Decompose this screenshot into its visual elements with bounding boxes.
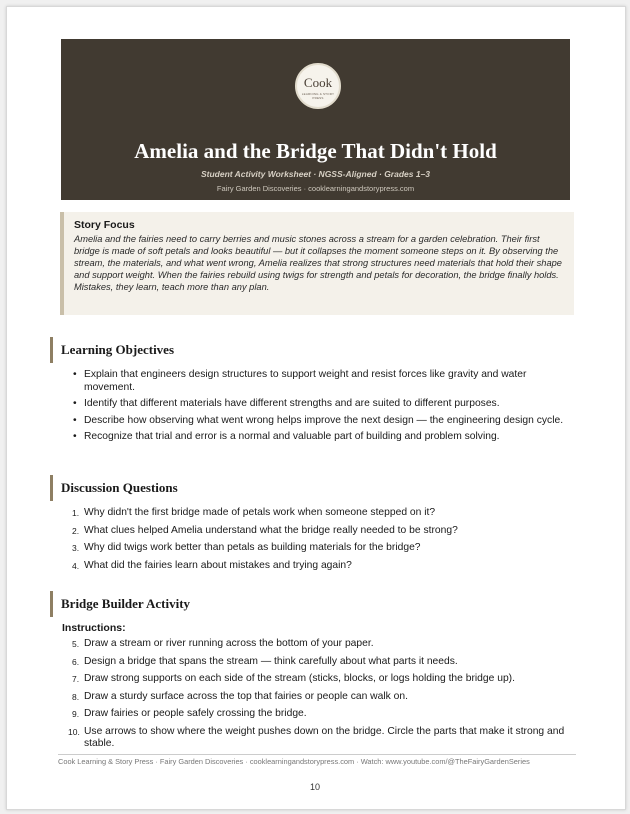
item-text: Draw fairies or people safely crossing the bridge. xyxy=(84,708,307,719)
page-number: 10 xyxy=(309,782,320,792)
list-item xyxy=(72,542,570,555)
item-number: 3. xyxy=(72,543,80,553)
list-item xyxy=(72,507,570,520)
bridge-builder-activity-section xyxy=(50,591,570,756)
item-number: 10. xyxy=(68,726,80,737)
list-item: • Explain that engineers design structures to support weight and resist forces like gravity and water movement. xyxy=(84,369,570,394)
section-heading: Learning Objectives xyxy=(50,337,570,363)
list-item xyxy=(72,655,570,669)
questions-list xyxy=(50,507,570,572)
list-item xyxy=(72,708,570,721)
story-focus-text: Amelia and the fairies need to carry berries and music stones across a stream for a garden celebration. Their first bridge is made of soft petals and looks beautiful — but it collapses the moment someone steps on it. By observing the stream, the materials, and what went wrong, Amelia realizes that strong structures need materials that hold their shape and support weight. When the fairies rebuild using twigs for strength and petals for decoration, the bridge finally holds. Mistakes, they learn, teach more than any plan. xyxy=(74,234,562,292)
instructions-list xyxy=(50,638,570,751)
title-banner xyxy=(61,39,570,200)
item-number: 5. xyxy=(72,639,80,649)
list-item xyxy=(72,673,570,686)
list-item: • Recognize that trial and error is a normal and valuable part of building and problem solving. xyxy=(84,431,570,444)
item-number: 6. xyxy=(72,656,80,667)
list-item xyxy=(72,559,570,573)
list-item xyxy=(72,524,570,538)
item-text: Why didn't the first bridge made of petals work when someone stepped on it? xyxy=(84,507,436,518)
item-text: Design a bridge that spans the stream — think carefully about what parts it needs. xyxy=(84,655,458,667)
item-number: 9. xyxy=(72,709,80,719)
item-text: Draw a stream or river running across the bottom of your paper. xyxy=(84,638,374,649)
item-text: What did the fairies learn about mistakes and trying again? xyxy=(84,559,352,571)
list-item xyxy=(72,638,570,651)
item-number: 8. xyxy=(72,691,80,702)
item-text: Draw strong supports on each side of the stream (sticks, blocks, or logs holding the bridge up). xyxy=(84,673,515,684)
publisher-logo xyxy=(295,63,341,109)
item-number: 4. xyxy=(72,560,80,571)
list-item xyxy=(68,725,570,751)
section-heading: Bridge Builder Activity xyxy=(50,591,570,617)
discussion-questions-section xyxy=(50,475,570,577)
story-focus-box xyxy=(60,212,574,315)
objectives-list xyxy=(50,369,570,444)
item-text: Draw a sturdy surface across the top that fairies or people can walk on. xyxy=(84,690,408,702)
item-number: 1. xyxy=(72,508,80,518)
page-footer: Cook Learning & Story Press · Fairy Garden Discoveries · cooklearningandstorypress.com · Watch: www.youtube.com/@TheFairyGardenSeries xyxy=(58,754,576,767)
section-heading: Discussion Questions xyxy=(50,475,570,501)
item-number: 7. xyxy=(72,674,80,684)
page-title: Amelia and the Bridge That Didn't Hold xyxy=(134,139,497,163)
logo-subtext: LEARNING & STORY PRESS xyxy=(301,92,335,100)
item-text: What clues helped Amelia understand what the bridge really needed to be strong? xyxy=(84,524,458,536)
instructions-label: Instructions: xyxy=(62,622,126,634)
learning-objectives-section xyxy=(50,337,570,448)
item-text: Why did twigs work better than petals as building materials for the bridge? xyxy=(84,542,421,553)
page-subtitle: Student Activity Worksheet · NGSS-Aligned · Grades 1–3 xyxy=(200,169,431,179)
list-item: • Describe how observing what went wrong helps improve the next design — the engineering design cycle. xyxy=(84,415,570,428)
list-item xyxy=(72,690,570,704)
publisher-meta: Fairy Garden Discoveries · cooklearningandstorypress.com xyxy=(216,184,415,193)
list-item: • Identify that different materials have different strengths and are suited to different purposes. xyxy=(84,398,570,411)
story-focus-label: Story Focus xyxy=(74,219,135,231)
logo-text: Cook xyxy=(303,75,333,90)
item-text: Use arrows to show where the weight pushes down on the bridge. Circle the parts that make it strong and stable. xyxy=(84,725,565,749)
item-number: 2. xyxy=(72,525,80,536)
